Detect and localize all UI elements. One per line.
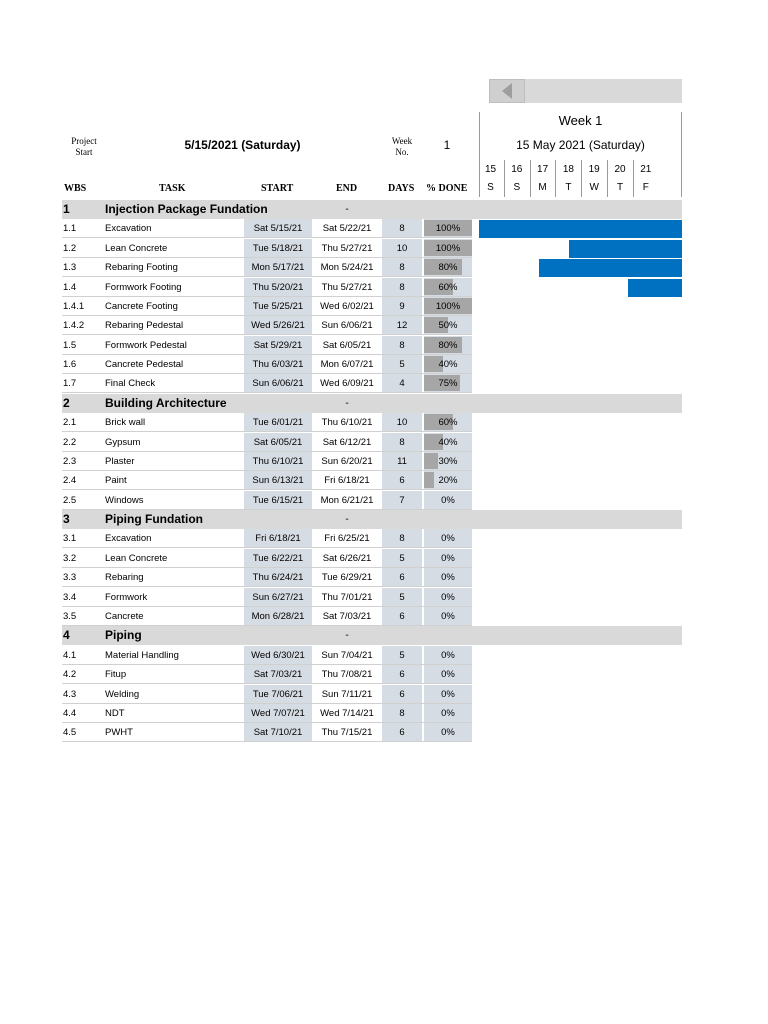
wbs-cell: 3 [63, 512, 70, 527]
day-column [530, 160, 555, 197]
phase-placeholder-cell: - [345, 630, 349, 642]
day-column [555, 160, 580, 197]
phase-row[interactable] [62, 626, 682, 645]
percent-done-label: 100% [435, 223, 461, 235]
days-cell: 9 [382, 297, 422, 315]
start-date-cell: Sun 6/27/21 [244, 588, 312, 606]
task-name-cell: Piping Fundation [105, 512, 203, 527]
day-letter: T [616, 182, 624, 193]
days-cell: 8 [382, 219, 422, 237]
percent-done-label: 0% [441, 727, 455, 739]
day-column [633, 160, 658, 197]
end-date-cell: Sat 6/05/21 [322, 339, 372, 351]
task-name-cell: Cancrete [105, 610, 144, 622]
end-date-cell: Mon 6/21/21 [320, 494, 374, 506]
task-name-cell: Lean Concrete [105, 552, 168, 564]
days-cell: 6 [382, 723, 422, 741]
end-date-cell: Sat 6/12/21 [322, 436, 372, 448]
days-cell: 8 [382, 278, 422, 296]
days-cell: 11 [382, 452, 422, 470]
task-name-cell: Cancrete Pedestal [105, 359, 184, 371]
task-row[interactable] [62, 529, 472, 548]
percent-done-label: 20% [438, 475, 458, 487]
task-row[interactable] [62, 471, 472, 490]
start-date-cell: Sun 6/06/21 [244, 374, 312, 392]
day-letter: T [565, 182, 572, 193]
day-column [581, 160, 606, 197]
percent-done-label: 0% [441, 494, 455, 506]
task-name-cell: Lean Concrete [105, 242, 168, 254]
wbs-cell: 2.4 [63, 475, 77, 487]
col-header-days: DAYS [388, 183, 415, 194]
percent-done-label: 100% [435, 242, 461, 254]
percent-done-label: 0% [441, 572, 455, 584]
days-cell: 8 [382, 529, 422, 547]
days-cell: 5 [382, 588, 422, 606]
task-name-cell: Building Architecture [105, 395, 227, 410]
percent-done-label: 80% [438, 339, 458, 351]
phase-placeholder-cell: - [345, 397, 349, 409]
end-date-cell: Sat 6/26/21 [322, 552, 372, 564]
task-row[interactable] [62, 704, 472, 723]
percent-done-label: 0% [441, 552, 455, 564]
task-name-cell: Injection Package Fundation [105, 202, 268, 216]
percent-done-label: 0% [441, 610, 455, 622]
start-date-cell: Tue 6/22/21 [244, 549, 312, 567]
task-row[interactable] [62, 258, 472, 277]
percent-done-cell [424, 491, 472, 509]
day-number: 15 [484, 164, 497, 175]
wbs-cell: 3.3 [63, 572, 77, 584]
wbs-cell: 4.1 [63, 649, 77, 661]
percent-done-label: 50% [438, 320, 458, 332]
task-name-cell: Paint [105, 475, 127, 487]
days-cell: 5 [382, 646, 422, 664]
days-cell: 12 [382, 316, 422, 334]
progress-bar [424, 472, 434, 488]
days-cell: 10 [382, 239, 422, 257]
end-date-cell: Thu 7/15/21 [321, 727, 373, 739]
task-name-cell: Final Check [105, 378, 156, 390]
percent-done-cell [424, 413, 472, 431]
task-name-cell: Welding [105, 688, 140, 700]
task-name-cell: Formwork Pedestal [105, 339, 187, 351]
wbs-cell: 2.2 [63, 436, 77, 448]
task-name-cell: Plaster [105, 455, 135, 467]
percent-done-cell [424, 588, 472, 606]
wbs-cell: 1.3 [63, 262, 77, 274]
percent-done-cell [424, 568, 472, 586]
percent-done-cell [424, 723, 472, 741]
days-cell: 4 [382, 374, 422, 392]
day-letter: S [487, 182, 494, 193]
days-cell: 5 [382, 549, 422, 567]
task-row[interactable] [62, 433, 472, 452]
wbs-cell: 4 [63, 628, 70, 643]
day-column [504, 160, 529, 197]
task-name-cell: Cancrete Footing [105, 300, 178, 312]
task-name-cell: Rebaring [105, 572, 144, 584]
wbs-cell: 2.3 [63, 455, 77, 467]
percent-done-cell [424, 685, 472, 703]
task-row[interactable] [62, 452, 472, 471]
percent-done-cell [424, 297, 472, 315]
day-number: 18 [562, 164, 574, 175]
day-column [478, 160, 503, 197]
end-date-cell: Thu 5/27/21 [321, 242, 373, 254]
percent-done-cell [424, 278, 472, 296]
day-number: 20 [614, 164, 626, 175]
task-row[interactable] [62, 723, 472, 742]
wbs-cell: 3.2 [63, 552, 77, 564]
percent-done-cell [424, 646, 472, 664]
end-date-cell: Thu 7/08/21 [321, 669, 373, 681]
end-date-cell: Thu 7/01/21 [321, 591, 373, 603]
day-letter: W [589, 182, 599, 193]
end-date-cell: Wed 7/14/21 [320, 707, 374, 719]
task-name-cell: Formwork [105, 591, 148, 603]
start-date-cell: Fri 6/18/21 [244, 529, 312, 547]
wbs-cell: 1.4.2 [63, 320, 85, 332]
start-date-cell: Wed 6/30/21 [244, 646, 312, 664]
percent-done-label: 0% [441, 533, 455, 545]
start-date-cell: Tue 5/18/21 [244, 239, 312, 257]
days-cell: 7 [382, 491, 422, 509]
wbs-cell: 3.4 [63, 591, 77, 603]
start-date-cell: Tue 5/25/21 [244, 297, 312, 315]
percent-done-cell [424, 374, 472, 392]
wbs-cell: 1.4 [63, 281, 77, 293]
task-row[interactable] [62, 316, 472, 335]
percent-done-label: 0% [441, 591, 455, 603]
wbs-cell: 1.4.1 [63, 300, 85, 312]
task-row[interactable] [62, 491, 472, 510]
start-date-cell: Tue 7/06/21 [244, 685, 312, 703]
percent-done-label: 60% [438, 417, 458, 429]
phase-row[interactable] [62, 510, 682, 529]
task-row[interactable] [62, 374, 472, 393]
days-cell: 8 [382, 258, 422, 276]
start-date-cell: Sat 5/15/21 [244, 219, 312, 237]
wbs-cell: 1.2 [63, 242, 77, 254]
percent-done-cell [424, 549, 472, 567]
end-date-cell: Sun 7/04/21 [321, 649, 373, 661]
week-no-label: Week No. [391, 136, 413, 157]
percent-done-label: 0% [441, 707, 455, 719]
wbs-cell: 4.4 [63, 707, 77, 719]
percent-done-cell [424, 336, 472, 354]
day-number: 21 [640, 164, 652, 175]
week-no-value[interactable]: 1 [443, 138, 451, 152]
percent-done-cell [424, 316, 472, 334]
task-row[interactable] [62, 588, 472, 607]
percent-done-cell [424, 704, 472, 722]
percent-done-label: 100% [435, 300, 461, 312]
end-date-cell: Fri 6/25/21 [324, 533, 370, 545]
start-date-cell: Tue 6/01/21 [244, 413, 312, 431]
week-title: Week 1 [558, 113, 603, 128]
days-cell: 5 [382, 355, 422, 373]
percent-done-label: 40% [438, 436, 458, 448]
task-row[interactable] [62, 549, 472, 568]
gantt-bar[interactable] [628, 279, 682, 297]
end-date-cell: Thu 6/10/21 [321, 417, 373, 429]
day-number: 17 [537, 164, 549, 175]
end-date-cell: Thu 5/27/21 [321, 281, 373, 293]
start-date-cell: Wed 5/26/21 [244, 316, 312, 334]
start-date-cell: Sat 6/05/21 [244, 433, 312, 451]
phase-placeholder-cell: - [345, 204, 349, 215]
end-date-cell: Mon 6/07/21 [320, 359, 374, 371]
day-column [607, 160, 632, 197]
task-row[interactable] [62, 239, 472, 258]
gantt-bar[interactable] [569, 240, 682, 258]
days-cell: 10 [382, 413, 422, 431]
percent-done-cell [424, 665, 472, 683]
task-row[interactable] [62, 355, 472, 374]
percent-done-cell [424, 471, 472, 489]
left-arrow-icon [496, 82, 518, 100]
percent-done-label: 30% [438, 455, 458, 467]
start-date-cell: Sat 7/03/21 [244, 665, 312, 683]
task-name-cell: Windows [105, 494, 144, 506]
task-name-cell: Excavation [105, 533, 152, 545]
wbs-cell: 1.7 [63, 378, 77, 390]
days-cell: 6 [382, 471, 422, 489]
day-number: 16 [511, 164, 523, 175]
task-row[interactable] [62, 665, 472, 684]
project-start-value[interactable]: 5/15/2021 (Saturday) [184, 138, 301, 152]
wbs-cell: 2.1 [63, 417, 77, 429]
day-number: 19 [588, 164, 600, 175]
wbs-cell: 4.2 [63, 669, 77, 681]
task-row[interactable] [62, 219, 472, 238]
start-date-cell: Mon 5/17/21 [244, 258, 312, 276]
start-date-cell: Thu 5/20/21 [244, 278, 312, 296]
task-row[interactable] [62, 297, 472, 316]
percent-done-cell [424, 239, 472, 257]
end-date-cell: Sat 5/22/21 [322, 223, 372, 235]
start-date-cell: Thu 6/24/21 [244, 568, 312, 586]
percent-done-cell [424, 433, 472, 451]
days-cell: 8 [382, 704, 422, 722]
days-cell: 8 [382, 433, 422, 451]
days-cell: 6 [382, 607, 422, 625]
end-date-cell: Wed 6/02/21 [320, 300, 374, 312]
end-date-cell: Fri 6/18/21 [324, 475, 370, 487]
scroll-left-button[interactable] [489, 79, 525, 103]
days-cell: 6 [382, 665, 422, 683]
task-name-cell: Excavation [105, 223, 152, 235]
task-name-cell: Piping [105, 628, 142, 643]
phase-row[interactable] [62, 200, 682, 219]
task-name-cell: Material Handling [105, 649, 179, 661]
task-name-cell: PWHT [105, 727, 133, 739]
start-date-cell: Thu 6/10/21 [244, 452, 312, 470]
task-name-cell: NDT [105, 707, 125, 719]
percent-done-label: 40% [438, 359, 458, 371]
wbs-cell: 3.5 [63, 610, 77, 622]
percent-done-label: 80% [438, 262, 458, 274]
percent-done-label: 0% [441, 669, 455, 681]
end-date-cell: Sat 7/03/21 [322, 610, 372, 622]
percent-done-cell [424, 529, 472, 547]
percent-done-cell [424, 607, 472, 625]
percent-done-cell [424, 355, 472, 373]
task-row[interactable] [62, 568, 472, 587]
start-date-cell: Tue 6/15/21 [244, 491, 312, 509]
task-name-cell: Fitup [105, 669, 127, 681]
percent-done-label: 75% [438, 378, 458, 390]
start-date-cell: Sun 6/13/21 [244, 471, 312, 489]
start-date-cell: Wed 7/07/21 [244, 704, 312, 722]
day-letter: S [513, 182, 521, 193]
percent-done-cell [424, 258, 472, 276]
percent-done-label: 0% [441, 688, 455, 700]
col-header-end: END [336, 183, 358, 194]
days-cell: 8 [382, 336, 422, 354]
task-row[interactable] [62, 607, 472, 626]
phase-placeholder-cell: - [345, 514, 349, 526]
percent-done-label: 60% [438, 281, 458, 293]
day-letter: M [538, 182, 547, 193]
wbs-cell: 1.6 [63, 359, 77, 371]
gantt-bar[interactable] [539, 259, 682, 277]
end-date-cell: Sun 6/20/21 [321, 455, 373, 467]
end-date-cell: Sun 6/06/21 [321, 320, 373, 332]
task-row[interactable] [62, 336, 472, 355]
task-name-cell: Gypsum [105, 436, 141, 448]
phase-row[interactable] [62, 394, 682, 413]
task-name-cell: Rebaring Footing [105, 262, 178, 274]
end-date-cell: Mon 5/24/21 [320, 262, 374, 274]
wbs-cell: 3.1 [63, 533, 77, 545]
end-date-cell: Sun 7/11/21 [321, 688, 373, 700]
col-header-start: START [261, 183, 294, 194]
end-date-cell: Tue 6/29/21 [321, 572, 373, 584]
percent-done-cell [424, 219, 472, 237]
task-row[interactable] [62, 685, 472, 704]
task-name-cell: Brick wall [105, 417, 146, 429]
wbs-cell: 4.5 [63, 727, 77, 739]
days-cell: 6 [382, 568, 422, 586]
start-date-cell: Thu 6/03/21 [244, 355, 312, 373]
wbs-cell: 1.1 [63, 223, 77, 235]
start-date-cell: Sat 5/29/21 [244, 336, 312, 354]
week-date-label: 15 May 2021 (Saturday) [516, 138, 645, 152]
start-date-cell: Mon 6/28/21 [244, 607, 312, 625]
task-name-cell: Rebaring Pedestal [105, 320, 184, 332]
day-letter: F [642, 182, 649, 193]
wbs-cell: 1.5 [63, 339, 77, 351]
wbs-cell: 2 [63, 395, 70, 410]
days-cell: 6 [382, 685, 422, 703]
end-date-cell: Wed 6/09/21 [320, 378, 374, 390]
task-row[interactable] [62, 278, 472, 297]
col-header-task: TASK [159, 183, 186, 194]
wbs-cell: 2.5 [63, 494, 77, 506]
gantt-bar[interactable] [479, 220, 682, 238]
percent-done-cell [424, 452, 472, 470]
project-start-label: Project Start [71, 136, 97, 157]
percent-done-label: 0% [441, 649, 455, 661]
col-header-wbs: WBS [64, 183, 87, 194]
wbs-cell: 4.3 [63, 688, 77, 700]
wbs-cell: 1 [63, 202, 70, 216]
progress-bar [424, 453, 438, 469]
col-header-done: % DONE [426, 183, 468, 194]
task-name-cell: Formwork Footing [105, 281, 182, 293]
start-date-cell: Sat 7/10/21 [244, 723, 312, 741]
task-row[interactable] [62, 646, 472, 665]
task-row[interactable] [62, 413, 472, 432]
